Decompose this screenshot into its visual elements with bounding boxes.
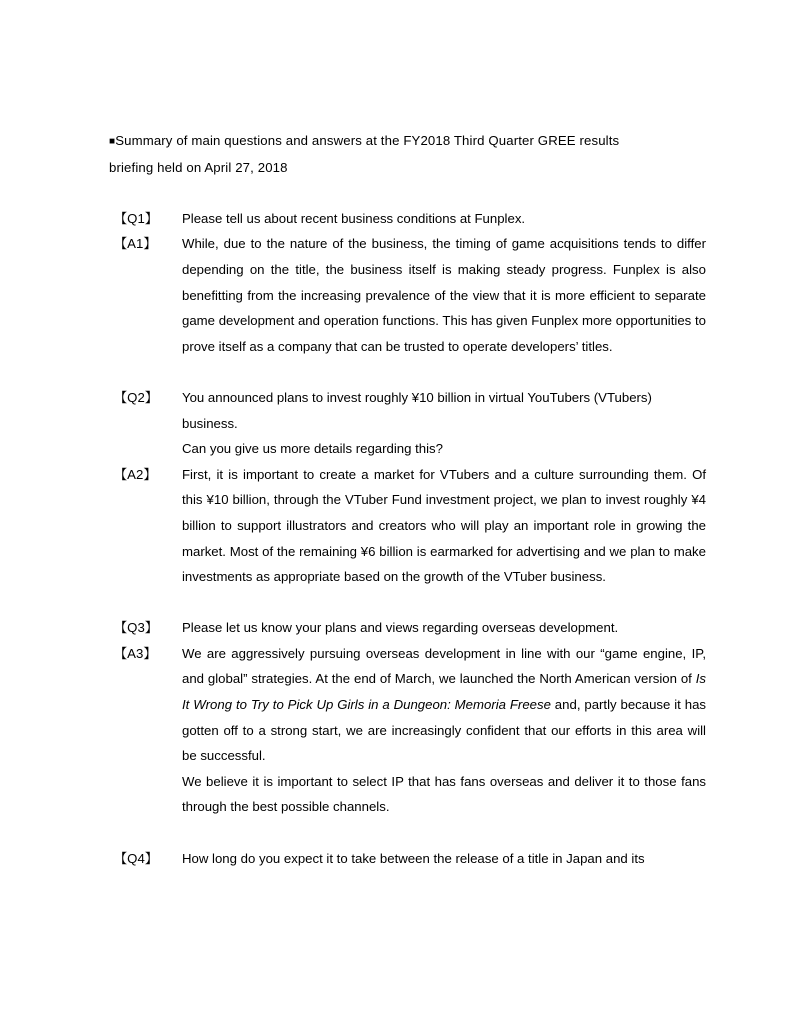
qa-row-a1 — [109, 231, 706, 359]
qa-row-q1 — [109, 206, 706, 232]
spacer-after-a3 — [109, 820, 706, 846]
qa-paragraph: We believe it is important to select IP that has fans overseas and deliver it to those fans through the best possible channels. — [182, 773, 706, 815]
qa-paragraph: Can you give us more details regarding this? — [182, 441, 443, 457]
qa-block-a2 — [109, 462, 706, 590]
qa-label-q3: 【Q3】 — [114, 620, 158, 636]
a3-italic-game-title: Is It Wrong to Try to Pick Up Girls in a Dungeon: Memoria Freese — [182, 671, 706, 713]
qa-label-q1: 【Q1】 — [114, 210, 158, 226]
spacer-after-a2 — [109, 590, 706, 616]
qa-label-a2: 【A2】 — [114, 466, 157, 482]
document-body — [109, 128, 706, 871]
qa-paragraph: First, it is important to create a market for VTubers and a culture surrounding them. Of this ¥10 billion, through the VTuber Fund investment project, we plan to invest roughly ¥4 billion to support illustrators and creators who will play an important role in growing the market. Most of the remaining ¥6 billion is earmarked for advertising and we plan to make investments as appropriate based on the growth of the VTuber business. — [182, 466, 706, 585]
qa-label-a1: 【A1】 — [114, 236, 157, 252]
qa-row-q2 — [109, 385, 706, 462]
heading-line-2: briefing held on April 27, 2018 — [109, 159, 288, 175]
qa-paragraph: Please tell us about recent business conditions at Funplex. — [182, 210, 526, 226]
a3-text-before-title: We are aggressively pursuing overseas development in line with our “game engine, IP, and global” strategies. At the end of March, we launched the North American version of — [182, 645, 706, 687]
heading-line-1: Summary of main questions and answers at the FY2018 Third Quarter GREE results — [115, 133, 620, 148]
qa-row-a3 — [109, 641, 706, 820]
spacer-after-heading — [109, 180, 706, 206]
qa-text-a1 — [182, 231, 706, 359]
qa-text-q3 — [182, 615, 706, 641]
qa-text-q2 — [182, 385, 706, 462]
qa-block-a3 — [109, 641, 706, 820]
qa-text-q1 — [182, 206, 706, 232]
a3-text-after-title: and, partly because it has gotten off to a strong start, we are increasingly confident that our efforts in this area will be successful. — [182, 697, 707, 764]
qa-paragraph: While, due to the nature of the business, the timing of game acquisitions tends to differ depending on the title, the business itself is making steady progress. Funplex is also benefitting from the increasing prevalence of the view that it is more efficient to separate game development and operation functions. This has given Funplex more opportunities to prove itself as a company that can be trusted to operate developers’ titles. — [182, 236, 706, 354]
qa-text-q4 — [182, 846, 706, 872]
qa-row-q4 — [109, 846, 706, 872]
qa-block-q4 — [109, 846, 706, 872]
qa-paragraph: How long do you expect it to take between the release of a title in Japan and its — [182, 850, 645, 866]
qa-block-q2 — [109, 385, 706, 462]
qa-paragraph: You announced plans to invest roughly ¥10 billion in virtual YouTubers (VTubers) business. — [182, 389, 652, 431]
qa-row-a2 — [109, 462, 706, 590]
qa-paragraph: Please let us know your plans and views regarding overseas development. — [182, 620, 619, 636]
qa-block-q1 — [109, 206, 706, 232]
heading-line-2-wrap — [109, 155, 706, 181]
qa-paragraph-with-title — [182, 641, 706, 769]
document-heading — [109, 128, 706, 155]
qa-text-a2 — [182, 462, 706, 590]
qa-label-q4: 【Q4】 — [114, 850, 158, 866]
qa-block-q3 — [109, 615, 706, 641]
spacer-after-a1 — [109, 359, 706, 385]
qa-label-q2: 【Q2】 — [114, 389, 158, 405]
qa-row-q3 — [109, 615, 706, 641]
qa-block-a1 — [109, 231, 706, 359]
square-bullet-icon: ■ — [109, 136, 116, 147]
qa-text-a3 — [182, 641, 706, 820]
qa-label-a3: 【A3】 — [114, 645, 157, 661]
